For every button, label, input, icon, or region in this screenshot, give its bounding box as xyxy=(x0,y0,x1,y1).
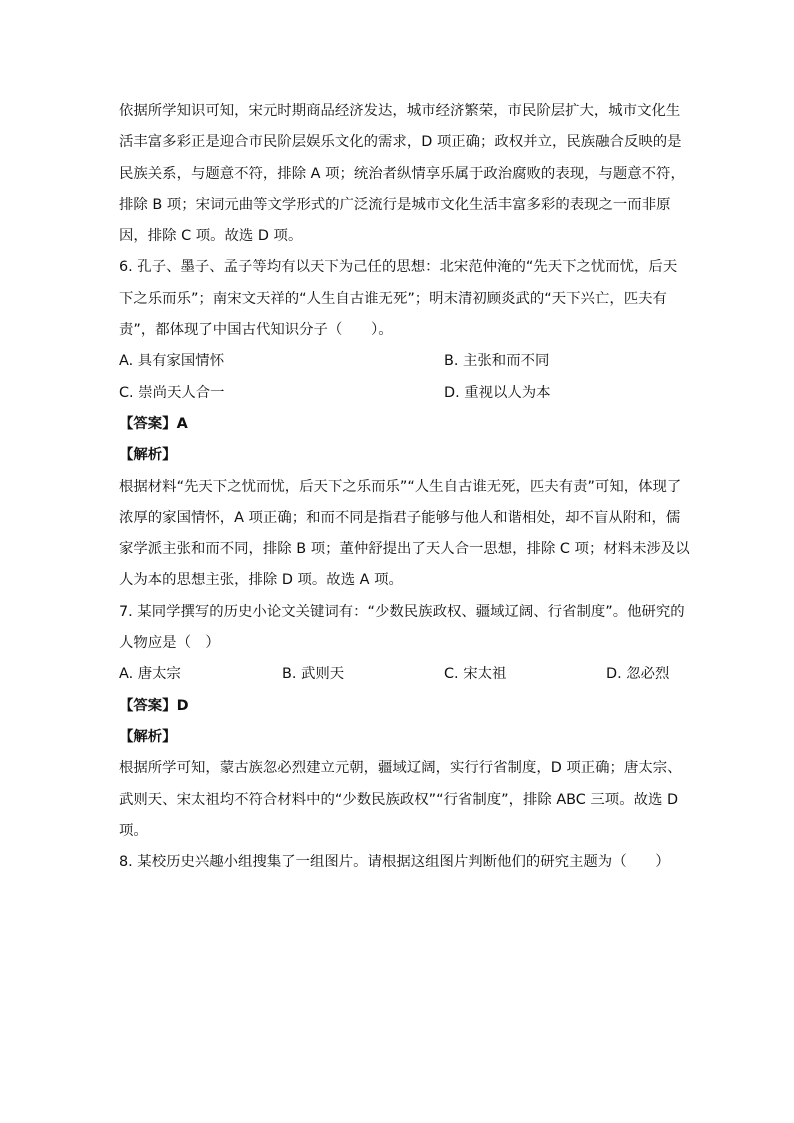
text-line: 依据所学知识可知，宋元时期商品经济发达，城市经济繁荣，市民阶层扩大，城市文化生 xyxy=(119,103,681,119)
option-c: C. 宋太祖 xyxy=(444,666,507,683)
option-b: B. 主张和而不同 xyxy=(444,353,550,370)
analysis-label: 【解析】 xyxy=(119,447,177,464)
question-stem-line: 人物应是（ ） xyxy=(119,635,220,652)
text-line: 因，排除 C 项。故选 D 项。 xyxy=(119,228,303,245)
analysis-label: 【解析】 xyxy=(119,728,177,745)
options-row xyxy=(119,659,679,690)
question-stem-line: 7. 某同学撰写的历史小论文关键词有：“少数民族政权、疆域辽阔、行省制度”。他研究的 xyxy=(119,603,685,620)
text-line: 活丰富多彩正是迎合市民阶层娱乐文化的需求，D 项正确；政权并立，民族融合反映的是 xyxy=(119,134,682,151)
analysis-line: 家学派主张和而不同，排除 B 项；董仲舒提出了天人合一思想，排除 C 项；材料未涉及以 xyxy=(119,541,690,558)
question-6 xyxy=(119,252,690,596)
option-c: C. 崇尚天人合一 xyxy=(119,384,225,401)
answer-line: 【答案】A xyxy=(119,415,188,432)
question-7 xyxy=(119,597,685,847)
question-stem-line: 8. 某校历史兴趣小组搜集了一组图片。请根据这组图片判断他们的研究主题为（ ） xyxy=(119,854,670,871)
options-row xyxy=(119,346,679,377)
question-8 xyxy=(119,847,679,878)
text-line: 民族关系，与题意不符，排除 A 项；统治者纵情享乐属于政治腐败的表现，与题意不符， xyxy=(119,165,685,182)
analysis-line: 项。 xyxy=(119,822,148,839)
option-a: A. 唐太宗 xyxy=(119,666,181,683)
question-stem-line: 责”，都体现了中国古代知识分子（ ）。 xyxy=(119,322,393,339)
option-d: D. 重视以人为本 xyxy=(444,384,551,401)
question-stem-line: 下之乐而乐”；南宋文天祥的“人生自古谁无死”；明末清初顾炎武的“天下兴亡，匹夫有 xyxy=(119,290,667,307)
option-d: D. 忽必烈 xyxy=(606,666,670,683)
answer-line: 【答案】D xyxy=(119,697,189,714)
options-row xyxy=(119,378,679,409)
option-b: B. 武则天 xyxy=(282,666,345,683)
analysis-line: 浓厚的家国情怀，A 项正确；和而不同是指君子能够与他人和谐相处，却不盲从附和，儒 xyxy=(119,509,681,526)
analysis-line: 人为本的思想主张，排除 D 项。故选 A 项。 xyxy=(119,572,403,589)
page-content xyxy=(119,96,690,878)
prev-analysis-paragraph xyxy=(119,96,685,252)
text-line: 排除 B 项；宋词元曲等文学形式的广泛流行是城市文化生活丰富多彩的表现之一而非原 xyxy=(119,196,671,213)
analysis-line: 武则天、宋太祖均不符合材料中的“少数民族政权”“行省制度”，排除 ABC 三项。故选 D xyxy=(119,791,679,808)
analysis-line: 根据材料“先天下之忧而忧，后天下之乐而乐”“人生自古谁无死，匹夫有责”可知，体现了 xyxy=(119,478,682,495)
question-stem-line: 6. 孔子、墨子、孟子等均有以天下为己任的思想：北宋范仲淹的“先天下之忧而忧，后天 xyxy=(119,259,678,276)
option-a: A. 具有家国情怀 xyxy=(119,353,225,370)
analysis-line: 根据所学可知，蒙古族忽必烈建立元朝，疆域辽阔，实行行省制度，D 项正确；唐太宗、 xyxy=(119,760,682,777)
